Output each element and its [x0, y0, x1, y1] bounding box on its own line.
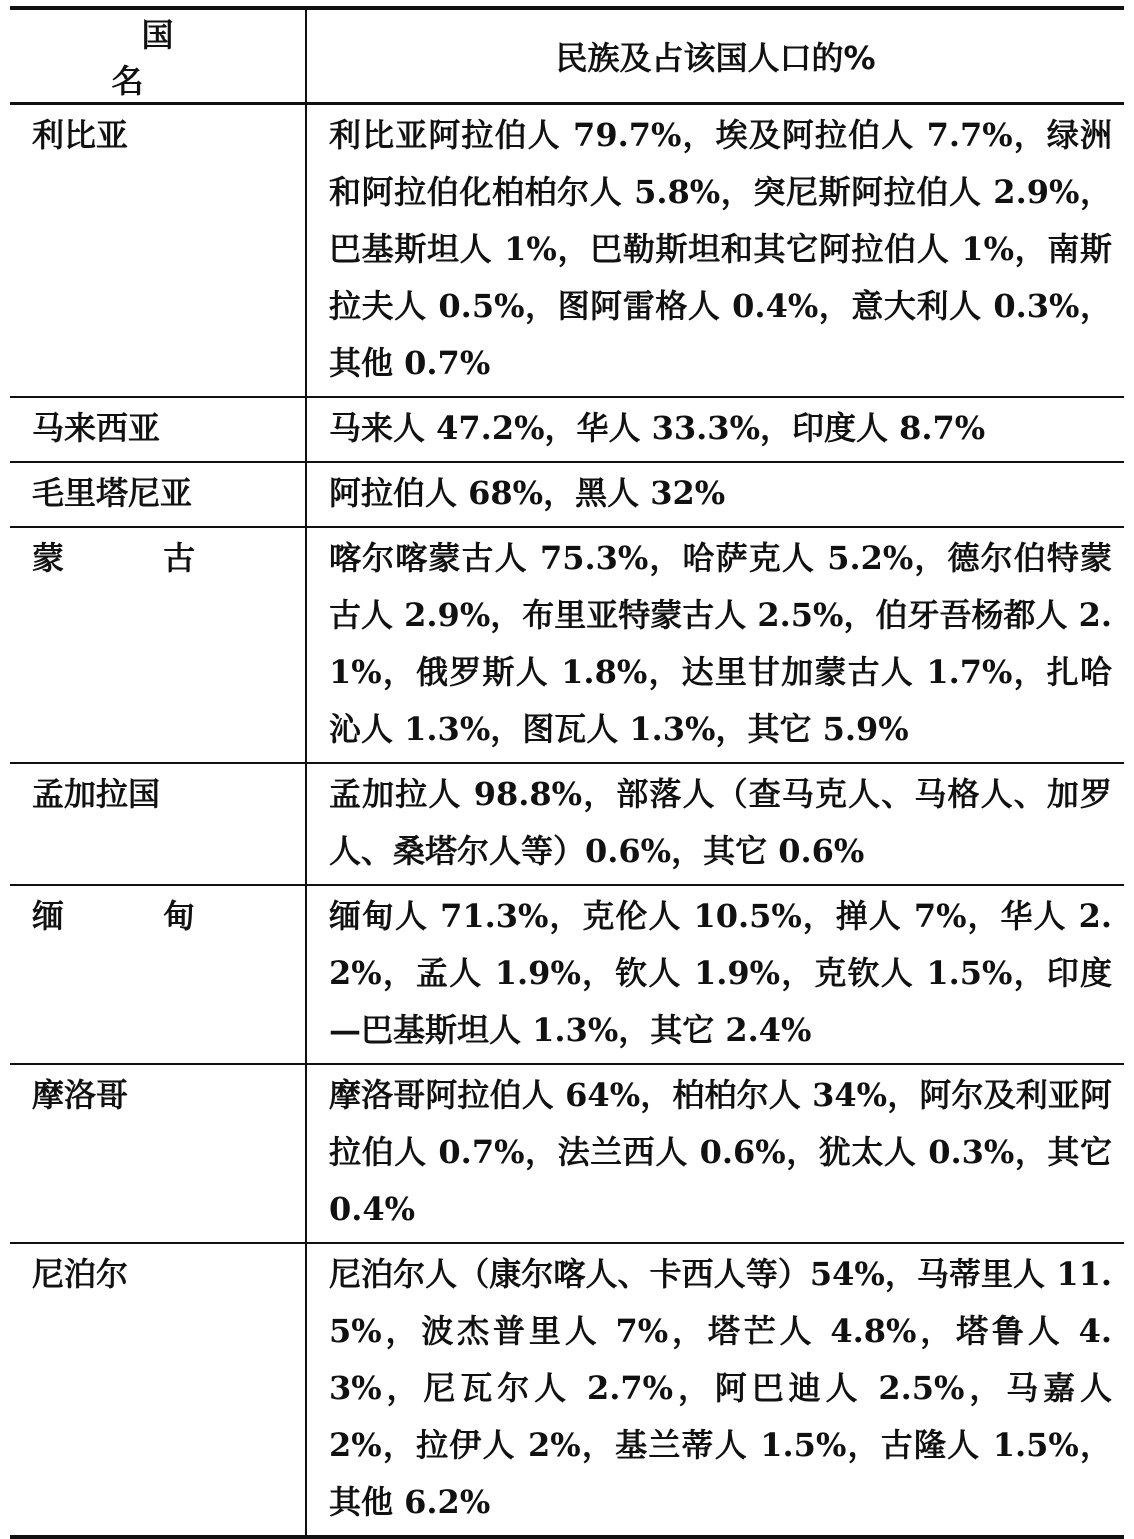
table-row	[10, 104, 1124, 398]
ethnic-composition: 阿拉伯人 68%，黑人 32%	[306, 462, 1124, 527]
country-name: 缅 甸	[10, 885, 306, 1064]
country-name: 利比亚	[10, 104, 306, 398]
ethnic-composition: 喀尔喀蒙古人 75.3%，哈萨克人 5.2%，德尔伯特蒙古人 2.9%，布里亚特蒙古人 2.5%，伯牙吾杨都人 2.1%，俄罗斯人 1.8%，达里甘加蒙古人 1.7%，扎哈沁人 1.3%，图瓦人 1.3%，其它 5.9%	[306, 527, 1124, 763]
country-name: 毛里塔尼亚	[10, 462, 306, 527]
table-row	[10, 1064, 1124, 1243]
country-name: 摩洛哥	[10, 1064, 306, 1243]
ethnic-composition: 利比亚阿拉伯人 79.7%，埃及阿拉伯人 7.7%，绿洲和阿拉伯化柏柏尔人 5.8%，突尼斯阿拉伯人 2.9%，巴基斯坦人 1%，巴勒斯坦和其它阿拉伯人 1%，南斯拉夫人 0.5%，图阿雷格人 0.4%，意大利人 0.3%，其他 0.7%	[306, 104, 1124, 398]
country-name: 马来西亚	[10, 397, 306, 462]
table-row	[10, 885, 1124, 1064]
table-row	[10, 763, 1124, 885]
country-name: 尼泊尔	[10, 1243, 306, 1537]
table-row	[10, 527, 1124, 763]
population-table-container	[10, 6, 1124, 1539]
table-header-row	[10, 8, 1124, 104]
ethnic-composition: 孟加拉人 98.8%，部落人（查马克人、马格人、加罗人、桑塔尔人等）0.6%，其它 0.6%	[306, 763, 1124, 885]
ethnic-composition: 缅甸人 71.3%，克伦人 10.5%，掸人 7%，华人 2.2%，孟人 1.9%，钦人 1.9%，克钦人 1.5%，印度—巴基斯坦人 1.3%，其它 2.4%	[306, 885, 1124, 1064]
table-row	[10, 397, 1124, 462]
ethnic-composition: 摩洛哥阿拉伯人 64%，柏柏尔人 34%，阿尔及利亚阿拉伯人 0.7%，法兰西人 0.6%，犹太人 0.3%，其它 0.4%	[306, 1064, 1124, 1243]
ethnic-composition: 尼泊尔人（康尔喀人、卡西人等）54%，马蒂里人 11.5%，波杰普里人 7%，塔芒人 4.8%，塔鲁人 4.3%，尼瓦尔人 2.7%，阿巴迪人 2.5%，马嘉人 2%，拉伊人 2%，基兰蒂人 1.5%，古隆人 1.5%，其他 6.2%	[306, 1243, 1124, 1537]
ethnic-population-table	[10, 6, 1124, 1539]
header-ethnic-percentage: 民族及占该国人口的%	[306, 8, 1124, 104]
table-row	[10, 1243, 1124, 1537]
country-name: 蒙 古	[10, 527, 306, 763]
country-name: 孟加拉国	[10, 763, 306, 885]
ethnic-composition: 马来人 47.2%，华人 33.3%，印度人 8.7%	[306, 397, 1124, 462]
table-row	[10, 462, 1124, 527]
header-country: 国 名	[10, 8, 306, 104]
